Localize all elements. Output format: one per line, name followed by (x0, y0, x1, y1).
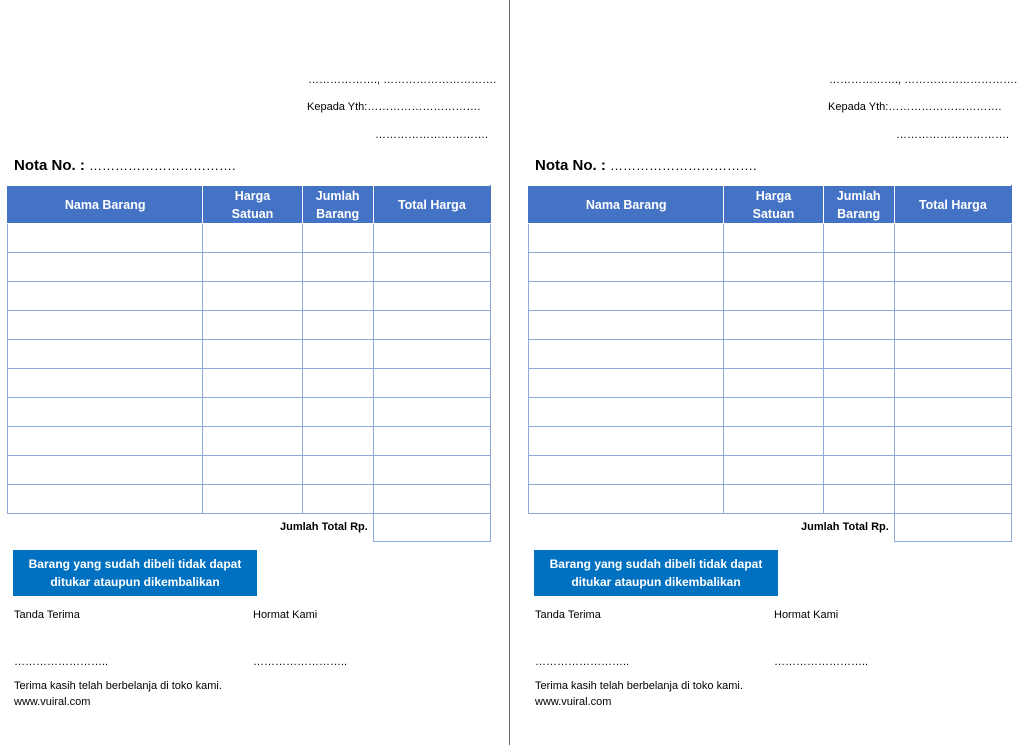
table-row (529, 340, 1012, 369)
table-cell (823, 456, 894, 485)
table-cell (8, 427, 203, 456)
notice-line-2: ditukar ataupun dikembalikan (50, 575, 220, 589)
table-cell (8, 282, 203, 311)
column-header-text: Harga (234, 188, 271, 203)
table-cell (529, 485, 724, 514)
column-header-text: Total Harga (397, 197, 466, 212)
table-row (529, 282, 1012, 311)
date-line: ………………., …………………………. (829, 74, 1018, 86)
column-header-text: Jumlah (315, 188, 360, 203)
table-cell (373, 311, 490, 340)
table-cell (529, 427, 724, 456)
table-cell (894, 369, 1011, 398)
table-row (8, 282, 491, 311)
table-cell (894, 485, 1011, 514)
table-cell (203, 282, 302, 311)
table-cell (529, 253, 724, 282)
total-label: Jumlah Total Rp. (280, 521, 368, 533)
table-cell (529, 340, 724, 369)
table-header-row (529, 186, 1012, 224)
table-cell (894, 340, 1011, 369)
table-cell (894, 427, 1011, 456)
recipient-dots: …………………………. (888, 101, 1002, 113)
table-cell (823, 427, 894, 456)
table-cell (203, 485, 302, 514)
table-cell (302, 485, 373, 514)
column-header-text: Nama Barang (585, 197, 667, 212)
table-row (8, 427, 491, 456)
total-amount-box (894, 513, 1012, 542)
table-cell (823, 282, 894, 311)
table-cell (724, 311, 823, 340)
column-header-text: Nama Barang (64, 197, 146, 212)
table-row (529, 224, 1012, 253)
table-row (8, 456, 491, 485)
website-text: www.vuiral.com (535, 696, 612, 708)
seller-sign-label: Hormat Kami (253, 609, 318, 621)
table-row (8, 253, 491, 282)
table-cell (823, 369, 894, 398)
column-header (724, 186, 823, 224)
table-cell (373, 369, 490, 398)
invoice-number-label: Nota No. : (14, 157, 85, 174)
table-cell (8, 311, 203, 340)
invoice-number (14, 157, 236, 174)
items-table (7, 185, 491, 514)
column-header (529, 186, 724, 224)
seller-sign-line: …………………….. (253, 656, 348, 668)
table-row (529, 369, 1012, 398)
table-cell (373, 398, 490, 427)
recipient-line (307, 101, 480, 113)
table-cell (203, 224, 302, 253)
column-header-text: Jumlah (836, 188, 881, 203)
table-cell (203, 253, 302, 282)
return-policy-notice (534, 550, 778, 596)
table-row (529, 485, 1012, 514)
items-table (528, 185, 1012, 514)
table-cell (373, 224, 490, 253)
table-row (529, 253, 1012, 282)
address-line: …………………………. (896, 129, 1010, 141)
table-cell (823, 311, 894, 340)
notice-line-2: ditukar ataupun dikembalikan (571, 575, 741, 589)
column-header (373, 186, 490, 224)
recipient-label: Kepada Yth: (307, 101, 368, 113)
receiver-sign-label: Tanda Terima (14, 609, 80, 621)
table-cell (302, 340, 373, 369)
table-body (529, 224, 1012, 514)
table-cell (203, 456, 302, 485)
column-header-text: Satuan (231, 206, 274, 221)
table-cell (529, 369, 724, 398)
column-header (823, 186, 894, 224)
table-row (8, 398, 491, 427)
table-row (8, 369, 491, 398)
table-body (8, 224, 491, 514)
table-cell (724, 398, 823, 427)
table-cell (894, 282, 1011, 311)
table-cell (8, 224, 203, 253)
table-row (8, 311, 491, 340)
receiver-sign-label: Tanda Terima (535, 609, 601, 621)
table-cell (823, 340, 894, 369)
table-cell (8, 456, 203, 485)
table-cell (302, 456, 373, 485)
table-cell (529, 456, 724, 485)
return-policy-notice (13, 550, 257, 596)
page-divider (509, 0, 510, 745)
table-cell (8, 398, 203, 427)
table-cell (894, 253, 1011, 282)
table-cell (724, 253, 823, 282)
table-cell (894, 224, 1011, 253)
seller-sign-line: …………………….. (774, 656, 869, 668)
table-row (8, 340, 491, 369)
website-text: www.vuiral.com (14, 696, 91, 708)
invoice-number (535, 157, 757, 174)
table-row (529, 398, 1012, 427)
table-cell (203, 369, 302, 398)
table-row (529, 456, 1012, 485)
table-cell (823, 224, 894, 253)
table-cell (373, 340, 490, 369)
column-header (203, 186, 302, 224)
table-header-row (8, 186, 491, 224)
table-cell (529, 398, 724, 427)
table-cell (203, 398, 302, 427)
table-row (529, 311, 1012, 340)
table-cell (373, 282, 490, 311)
column-header-text: Harga (755, 188, 792, 203)
column-header-text: Barang (837, 206, 881, 221)
table-cell (823, 253, 894, 282)
table-cell (724, 282, 823, 311)
receipt-left (0, 0, 509, 745)
invoice-number-dots: ……………………………. (610, 158, 757, 173)
table-cell (724, 427, 823, 456)
receipt-right (521, 0, 1024, 745)
table-cell (823, 398, 894, 427)
table-cell (302, 311, 373, 340)
table-cell (8, 340, 203, 369)
table-cell (724, 224, 823, 253)
table-cell (529, 311, 724, 340)
invoice-number-dots: ……………………………. (89, 158, 236, 173)
table-cell (8, 253, 203, 282)
table-cell (724, 456, 823, 485)
column-header (302, 186, 373, 224)
recipient-label: Kepada Yth: (828, 101, 889, 113)
thank-you-text: Terima kasih telah berbelanja di toko kami. (535, 680, 743, 692)
table-cell (8, 369, 203, 398)
table-cell (373, 253, 490, 282)
table-cell (302, 224, 373, 253)
table-cell (302, 282, 373, 311)
notice-line-1: Barang yang sudah dibeli tidak dapat (28, 557, 242, 571)
table-cell (203, 340, 302, 369)
table-cell (8, 485, 203, 514)
table-cell (823, 485, 894, 514)
table-cell (724, 340, 823, 369)
recipient-dots: …………………………. (367, 101, 481, 113)
table-cell (373, 485, 490, 514)
column-header-text: Satuan (752, 206, 795, 221)
table-row (8, 485, 491, 514)
date-line: ………………., …………………………. (308, 74, 497, 86)
table-cell (203, 311, 302, 340)
table-cell (894, 311, 1011, 340)
seller-sign-label: Hormat Kami (774, 609, 839, 621)
receiver-sign-line: …………………….. (14, 656, 109, 668)
table-cell (373, 456, 490, 485)
column-header-text: Total Harga (918, 197, 987, 212)
table-cell (302, 369, 373, 398)
column-header (894, 186, 1011, 224)
table-cell (302, 398, 373, 427)
column-header (8, 186, 203, 224)
table-cell (529, 224, 724, 253)
table-cell (373, 427, 490, 456)
thank-you-text: Terima kasih telah berbelanja di toko kami. (14, 680, 222, 692)
table-cell (302, 253, 373, 282)
column-header-text: Barang (316, 206, 360, 221)
invoice-number-label: Nota No. : (535, 157, 606, 174)
total-label: Jumlah Total Rp. (801, 521, 889, 533)
table-cell (529, 282, 724, 311)
table-row (8, 224, 491, 253)
table-row (529, 427, 1012, 456)
table-cell (894, 456, 1011, 485)
table-cell (724, 485, 823, 514)
notice-line-1: Barang yang sudah dibeli tidak dapat (549, 557, 763, 571)
table-cell (302, 427, 373, 456)
total-amount-box (373, 513, 491, 542)
receiver-sign-line: …………………….. (535, 656, 630, 668)
table-cell (894, 398, 1011, 427)
recipient-line (828, 101, 1001, 113)
address-line: …………………………. (375, 129, 489, 141)
table-cell (203, 427, 302, 456)
table-cell (724, 369, 823, 398)
